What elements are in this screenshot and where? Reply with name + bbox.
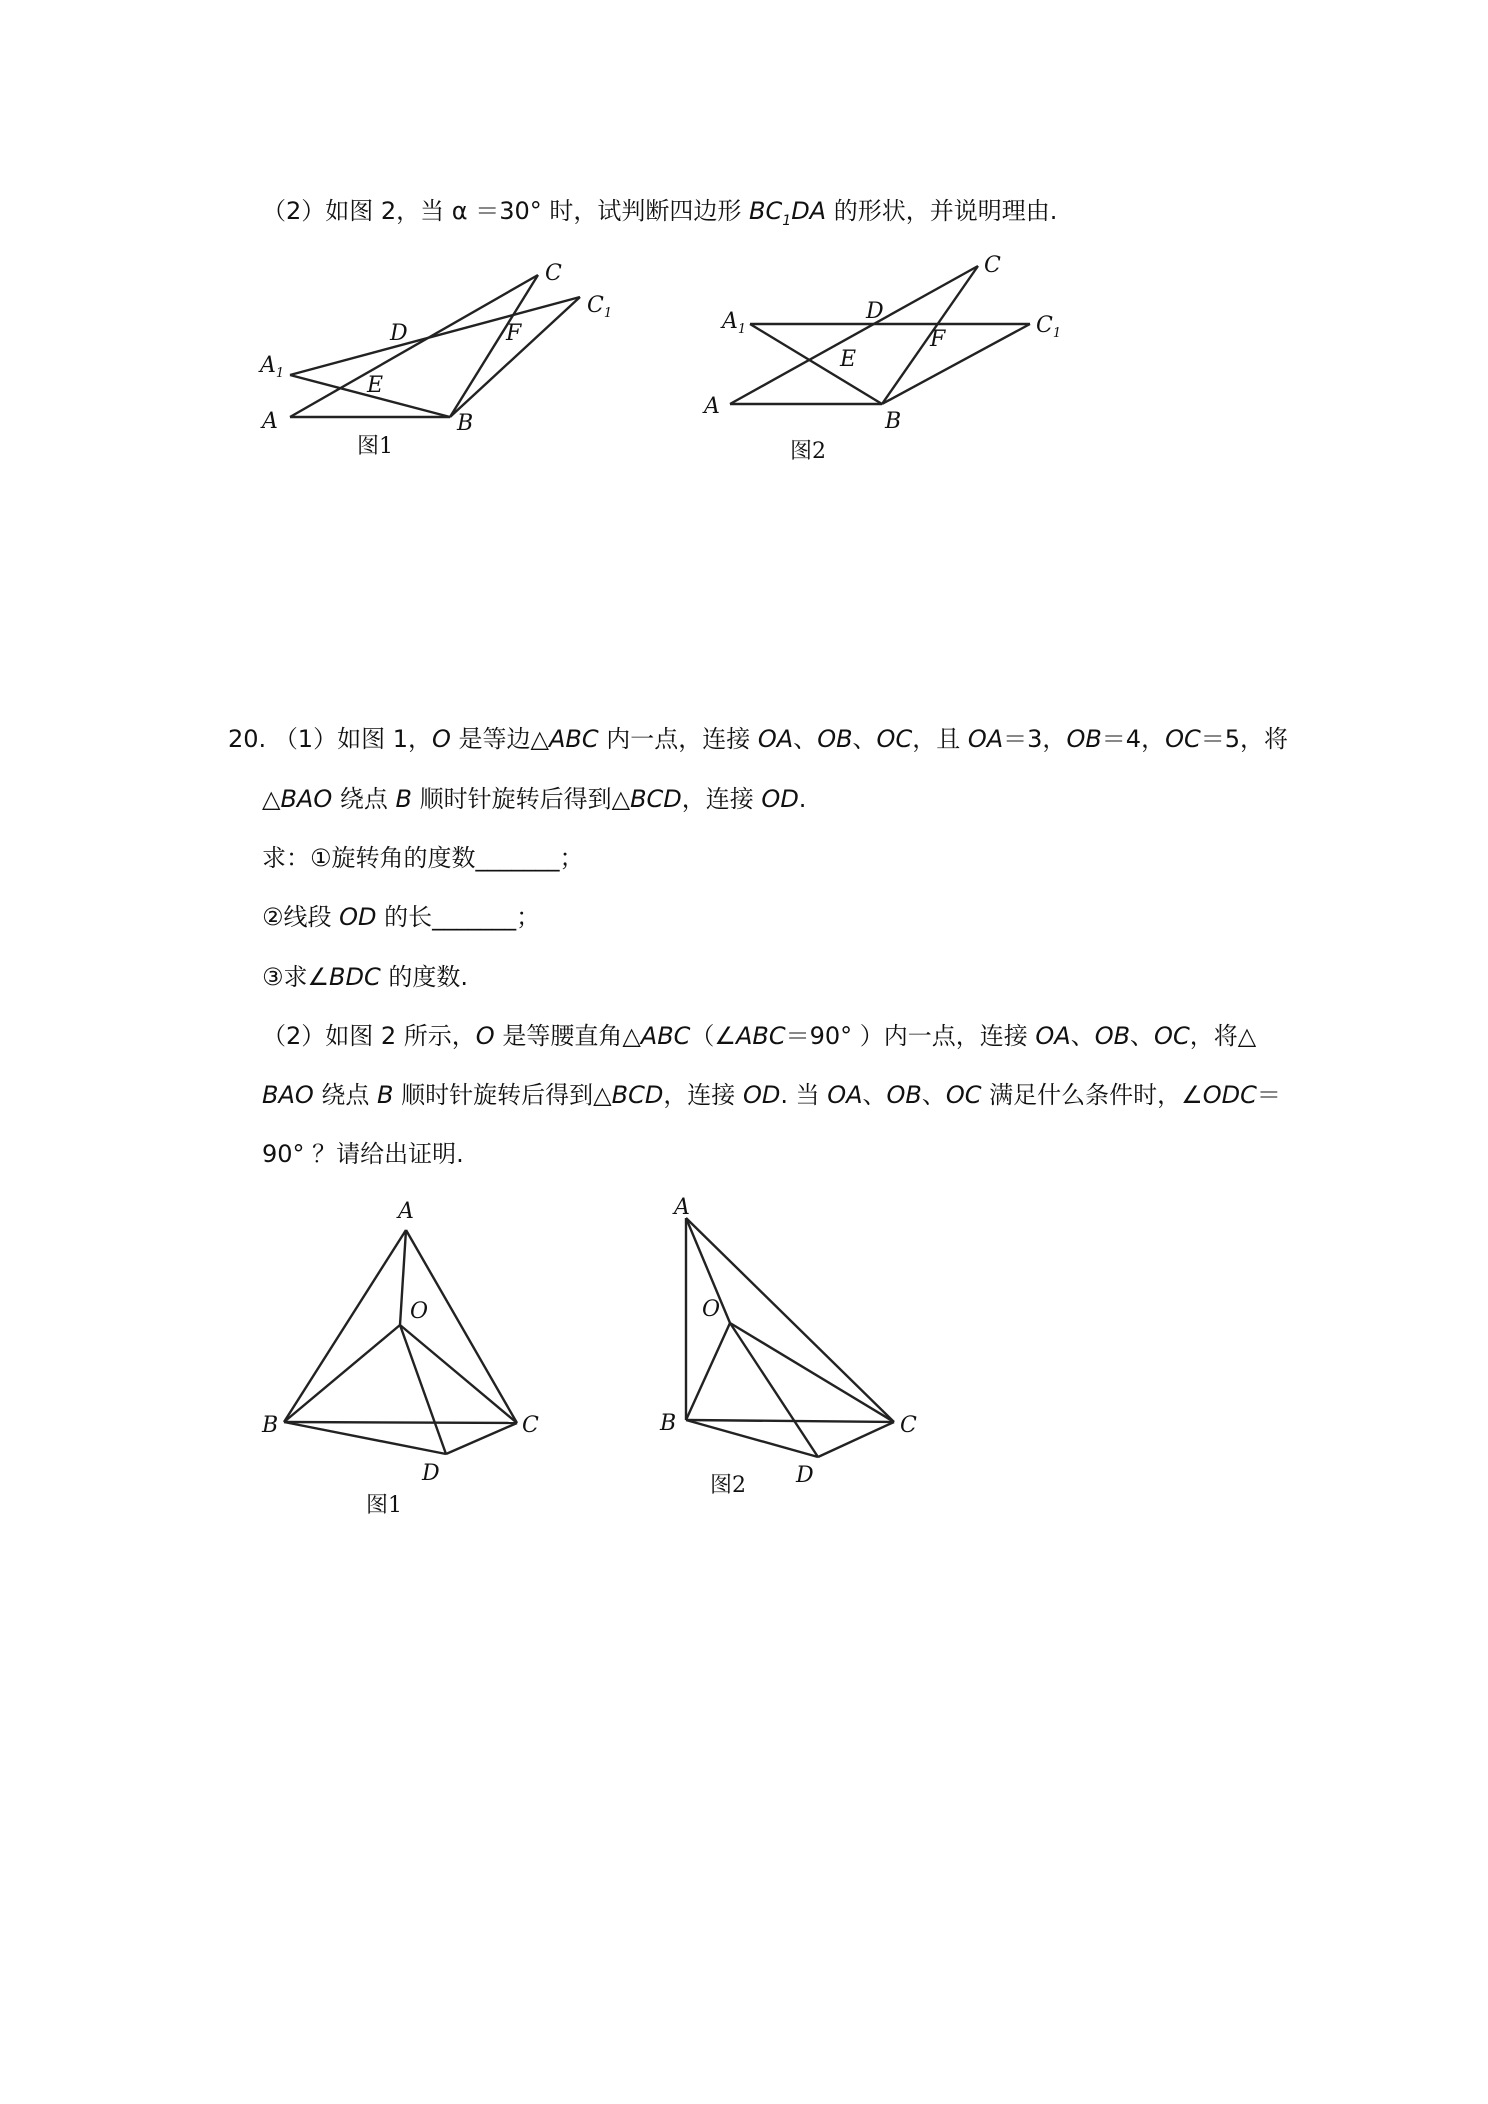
label-E: E: [367, 373, 384, 398]
q20-line-4: ②线段 OD 的长_______；: [262, 903, 541, 931]
figure-20-1: [250, 1190, 570, 1530]
label-O: O: [410, 1299, 429, 1324]
label-O: O: [702, 1297, 721, 1322]
segment-AO: [400, 1230, 406, 1325]
caption-fig2: 图2: [710, 1473, 746, 1498]
segment-BC1: [882, 324, 1030, 404]
segment-OB: [686, 1323, 730, 1420]
label-B: B: [660, 1411, 677, 1436]
segment-CD: [446, 1423, 517, 1454]
q20-line-3: 求：①旋转角的度数_______；: [262, 844, 584, 872]
label-A1: $A_1$: [260, 353, 285, 381]
label-C1: $C_1$: [1036, 313, 1062, 341]
caption-fig1: 图1: [357, 434, 393, 459]
label-B: B: [885, 409, 902, 434]
label-E: E: [840, 347, 857, 372]
quad-name: $BC_1DA$: [749, 197, 827, 229]
segment-BC: [450, 275, 538, 417]
label-F: F: [506, 321, 522, 346]
label-A1: $A_1$: [722, 309, 747, 337]
label-C: C: [900, 1413, 917, 1438]
segment-AB: [284, 1230, 406, 1422]
q20-line-5: ③求∠BDC 的度数.: [262, 963, 468, 991]
figure-19-1: [250, 250, 620, 470]
label-D: D: [390, 321, 408, 346]
segment-AC: [290, 275, 538, 417]
segment-AC: [406, 1230, 517, 1423]
segment-OB: [284, 1325, 400, 1422]
q20-line-7: BAO 绕点 B 顺时针旋转后得到△BCD，连接 OD. 当 OA、OB、OC 满足什么条件时，∠ODC＝: [262, 1081, 1281, 1109]
segment-CD: [818, 1422, 894, 1457]
caption-fig1: 图1: [366, 1493, 402, 1518]
label-A: A: [704, 394, 720, 419]
segment-BD: [284, 1422, 446, 1454]
label-A: A: [262, 409, 278, 434]
q19-part2-text: （2）如图 2，当 α ＝30° 时，试判断四边形 $BC_1DA$ 的形状，并说明理由.: [262, 197, 1058, 229]
label-C: C: [522, 1413, 539, 1438]
segment-BC: [284, 1422, 517, 1423]
segment-OC: [730, 1323, 894, 1422]
q20-line-8: 90° ？请给出证明.: [262, 1140, 464, 1168]
caption-fig2: 图2: [790, 439, 826, 464]
figure-19-2: [690, 250, 1110, 470]
label-C: C: [984, 253, 1001, 278]
label-C: C: [545, 261, 562, 286]
label-B: B: [457, 411, 474, 436]
segment-A1B: [750, 324, 882, 404]
q20-line-2: △BAO 绕点 B 顺时针旋转后得到△BCD，连接 OD.: [262, 785, 807, 813]
label-A: A: [398, 1199, 414, 1224]
label-D: D: [422, 1461, 440, 1486]
label-F: F: [930, 327, 946, 352]
label-D: D: [866, 299, 884, 324]
label-A: A: [674, 1195, 690, 1220]
label-D: D: [796, 1463, 814, 1488]
q20-line-1: 20. （1）如图 1，O 是等边△ABC 内一点，连接 OA、OB、OC，且 OA＝3，OB＝4，OC＝5，将: [228, 725, 1289, 753]
label-C1: $C_1$: [587, 293, 613, 321]
figure-20-2: [650, 1190, 940, 1530]
q20-line-6: （2）如图 2 所示，O 是等腰直角△ABC（∠ABC＝90° ）内一点，连接 OA、OB、OC，将△: [262, 1022, 1257, 1050]
segment-BC: [686, 1420, 894, 1422]
label-B: B: [262, 1413, 279, 1438]
